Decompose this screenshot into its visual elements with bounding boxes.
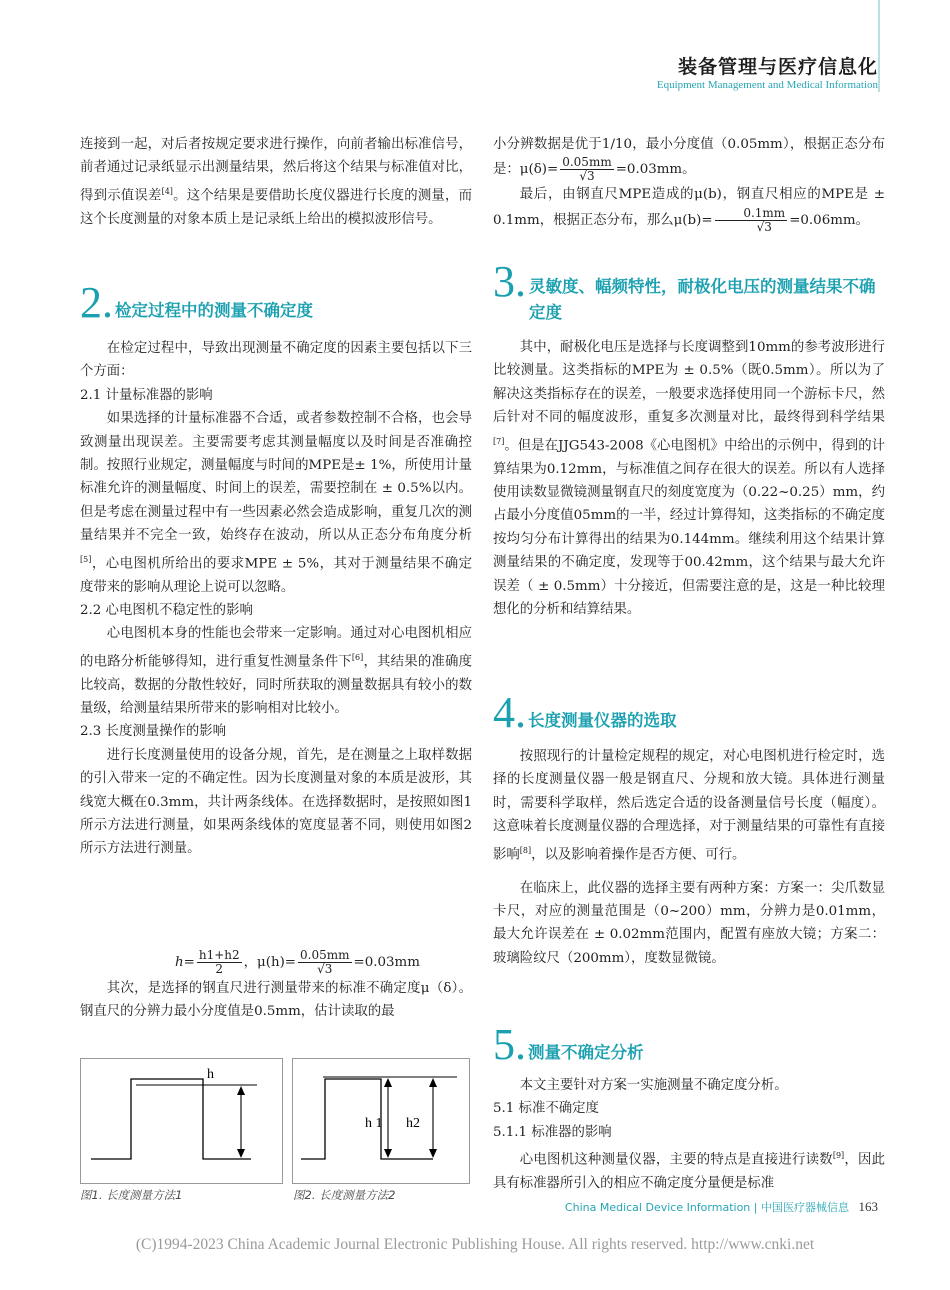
right-column-body-3 (493, 1074, 885, 1196)
section-title: 检定过程中的测量不确定度 (115, 301, 313, 320)
fraction: $\frac{0.1mm}{√3}$ (715, 207, 788, 234)
figure-2 (292, 1058, 470, 1184)
paragraph: 心电图机这种测量仪器，主要的特点是直接进行读数[9]，因此具有标准器所引入的相应不确定度分量便是标准 (493, 1151, 886, 1192)
page-number: 163 (858, 1199, 878, 1214)
journal-section-title: 装备管理与医疗信息化 (677, 56, 878, 78)
left-column-top (80, 133, 472, 231)
subsection-heading: 5.1 标准不确定度 (493, 1101, 599, 1117)
left-column-body (80, 337, 472, 861)
fraction: $\frac{0.05mm}{√3}$ (300, 948, 350, 976)
paragraph: 在临床上，此仪器的选择主要有两种方案：方案一：尖爪数显卡尺，对应的测量范围是（0~200）mm，分辨力是0.01mm，最大允许误差在 ± 0.02mm范围内，配置有座放大镜；方案二：玻璃险纹尺（200mm），度数显微镜。 (493, 880, 885, 966)
page-footer: China Medical Device Information | 中国医疗器械信息 163 (564, 1199, 878, 1214)
formula-h: h= $\frac{h1+h2}{2}$ ，μ(h)= $\frac{0.05mm}{√3}$ =0.03mm (175, 948, 420, 976)
paragraph: 按照现行的计量检定规程的规定，对心电图机进行检定时，选择的长度测量仪器一般是钢直尺、分规和放大镜。具体进行测量时，需要科学取样，然后选定合适的设备测量信号长度（幅度）。这意味着长度测量仪器的合理选择，对于测量结果的可靠性有直接影响[8]，以及影响着操作是否方便、可行。 (493, 749, 885, 863)
section-title: 灵敏度、幅频特性，耐极化电压的测量结果不确定度 (529, 277, 876, 322)
section-heading-2: 2 . 检定过程中的测量不确定度 (80, 278, 313, 327)
right-column-body-2 (493, 745, 885, 970)
figure-2-caption: 图2. 长度测量方法2 (293, 1188, 396, 1202)
paragraph: 小分辨数据是优于1/10，最小分度值（0.05mm），根据正态分布是：μ(δ)= $\frac{0.05mm}{√3}$ =0.03mm。 (493, 137, 885, 184)
section-title: 测量不确定分析 (528, 1043, 644, 1062)
paragraph: 其中，耐极化电压是选择与长度调整到10mm的参考波形进行比较测量。这类指标的MPE为 ± 0.5%（既0.5mm）。所以为了解决这类指标存在的误差，一般要求选择使用同一个游标卡尺，然后针对不同的幅度波形，重复多次测量对比，最终得到科学结果[7]。但是在JJG543-2008《心电图机》中给出的示例中，得到的计算结果为0.12mm，与标准值之间存在很大的误差。所以有人选择使用读数显微镜测量钢直尺的刻度宽度为（0.22~0.25）mm，约占最小分度值05mm的一半，经过计算得知，这类指标的不确定度按均匀分布计算得出的结果为0.144mm。继续利用这个结果计算测量结果的不确定度，发现等于00.42mm，这个结果与最大允许误差（ ± 0.5mm）十分接近，但需要注意的是，这是一种比较理想化的分析和结算结果。 (493, 340, 885, 617)
paragraph: 在检定过程中，导致出现测量不确定度的因素主要包括以下三个方面： (80, 341, 472, 380)
paragraph: 如果选择的计量标准器不合适，或者参数控制不合格，也会导致测量出现误差。主要需要考虑其测量幅度以及时间是否准确控制。按照行业规定，测量幅度与时间的MPE是± 1%，所使用计量标准允许的测量幅度、时间上的误差，需要控制在 ± 0.5%以内。但是考虑在测量过程中有一些因素必然会造成影响，重复几次的测量结果并不完全一致，始终存在波动，所以从正态分布角度分析[5]，心电图机所给出的要求MPE ± 5%，其对于测量结果不确定度带来的影响从理论上说可以忽略。 (80, 411, 472, 595)
paragraph: 进行长度测量使用的设备分规，首先，是在测量之上取样数据的引入带来一定的不确定性。因为长度测量对象的本质是波形，其线宽大概在0.3mm，共计两条线体。在选择数据时，是按照如图1所示方法进行测量，如果两条线体的宽度显著不同，则使用如图2所示方法进行测量。 (80, 747, 472, 857)
figure-1 (80, 1058, 283, 1184)
journal-section-title-en: Equipment Management and Medical Information (656, 79, 878, 91)
right-column-body-1 (493, 336, 885, 621)
figure-1-caption: 图1. 长度测量方法1 (80, 1188, 183, 1202)
waveform-diagram-2 (293, 1059, 469, 1183)
fraction: $\frac{0.05mm}{√3}$ (562, 155, 612, 184)
left-column-tail (80, 977, 472, 1024)
header-divider (878, 0, 880, 92)
section-heading-4: 4 . 长度测量仪器的选取 (493, 688, 677, 737)
paragraph: 心电图机本身的性能也会带来一定影响。通过对心电图机相应的电路分析能够得知，进行重复性测量条件下[6]，其结果的准确度比较高，数据的分散性较好，同时所获取的测量数据具有较小的数量级，给测量结果所带来的影响相对比较小。 (80, 626, 473, 717)
subsection-heading: 2.2 心电图机不稳定性的影响 (80, 602, 253, 618)
paragraph: 其次，是选择的钢直尺进行测量带来的标准不确定度μ（δ）。钢直尺的分辨力最小分度值是0.5mm，估计读取的最 (80, 981, 472, 1020)
paragraph: 连接到一起，对后者按规定要求进行操作，向前者输出标准信号，前者通过记录纸显示出测量结果，然后将这个结果与标准值对比，得到示值误差[4]。这个结果是要借助长度仪器进行长度的测量，而这个长度测量的对象本质上是记录纸上给出的模拟波形信号。 (80, 137, 473, 227)
subsection-heading: 2.3 长度测量操作的影响 (80, 724, 227, 740)
fig1-label-h: h (207, 1067, 214, 1082)
fraction: $\frac{h1+h2}{2}$ (198, 948, 240, 976)
section-heading-5: 5 . 测量不确定分析 (493, 1020, 644, 1069)
fig2-label-h1: h 1 (365, 1116, 383, 1131)
section-heading-3: 3 . 灵敏度、幅频特性，耐极化电压的测量结果不确定度 (493, 262, 885, 326)
waveform-diagram-1 (81, 1059, 282, 1183)
copyright-watermark: (C)1994-2023 China Academic Journal Electronic Publishing House. All rights reserved. http://www.cnki.net (135, 1236, 815, 1253)
subsection-heading: 5.1.1 标准器的影响 (493, 1124, 612, 1140)
subsection-heading: 2.1 计量标准器的影响 (80, 387, 213, 403)
fig2-label-h2: h2 (406, 1116, 420, 1131)
paragraph: 本文主要针对方案一实施测量不确定度分析。 (519, 1078, 788, 1093)
right-column-top (493, 133, 885, 234)
paragraph: 最后，由钢直尺MPE造成的μ(b)，钢直尺相应的MPE是 ± 0.1mm，根据正态分布，那么μ(b)= $\frac{0.1mm}{√3}$ =0.06mm。 (493, 187, 885, 234)
section-title: 长度测量仪器的选取 (528, 711, 677, 730)
